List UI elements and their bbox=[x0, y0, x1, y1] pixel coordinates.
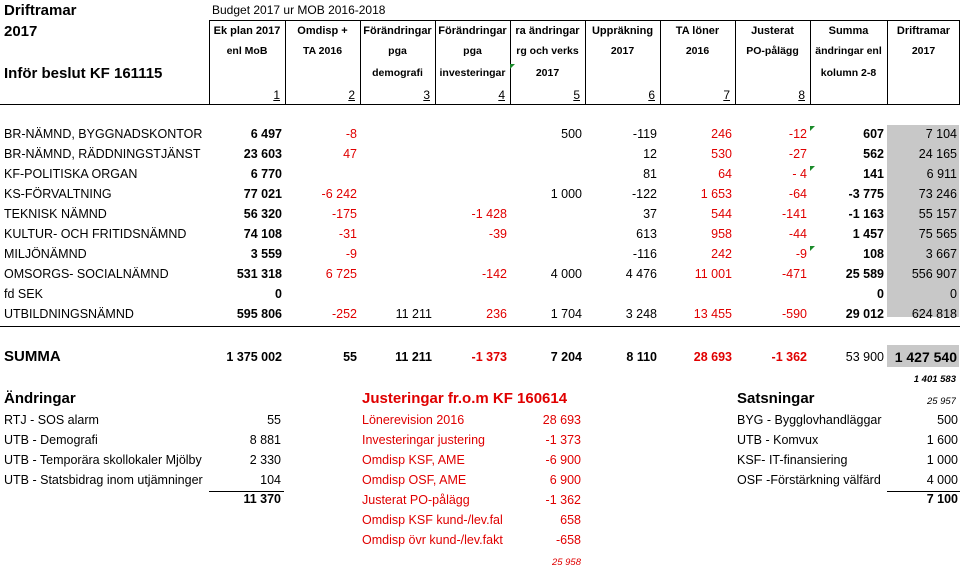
table-cell: 1 000 bbox=[550, 187, 582, 201]
column-number: 4 bbox=[498, 88, 505, 102]
title-beslut: Inför beslut KF 161115 bbox=[4, 65, 163, 82]
table-cell: 12 bbox=[643, 147, 657, 161]
table-cell: 6 497 bbox=[250, 127, 282, 141]
row-label: BR-NÄMND, BYGGNADSKONTOR bbox=[4, 127, 203, 141]
table-cell: 73 246 bbox=[918, 187, 957, 201]
table-cell: 81 bbox=[643, 167, 657, 181]
table-cell: -9 bbox=[345, 247, 357, 261]
row-label: OMSORGS- SOCIALNÄMND bbox=[4, 267, 169, 281]
justeringar-total: 25 958 bbox=[551, 557, 581, 568]
column-header-line2: PO-pålägg bbox=[746, 45, 799, 57]
row-label: KS-FÖRVALTNING bbox=[4, 187, 112, 201]
table-cell: 958 bbox=[711, 227, 732, 241]
column-header-line2: ändringar enl bbox=[815, 45, 882, 57]
table-cell: 108 bbox=[863, 247, 884, 261]
satsningar-title: Satsningar bbox=[737, 390, 815, 407]
table-cell: 613 bbox=[636, 227, 657, 241]
table-cell: 47 bbox=[343, 147, 357, 161]
table-cell: 75 565 bbox=[918, 227, 957, 241]
budget-note: Budget 2017 ur MOB 2016-2018 bbox=[212, 3, 386, 17]
column-header-line1: Justerat bbox=[751, 25, 794, 37]
row-label: KF-POLITISKA ORGAN bbox=[4, 167, 138, 181]
table-cell: 77 021 bbox=[243, 187, 282, 201]
table-cell: 64 bbox=[718, 167, 732, 181]
column-number: 1 bbox=[273, 88, 280, 102]
table-cell: -142 bbox=[481, 267, 507, 281]
table-cell: 1 457 bbox=[852, 227, 884, 241]
table-cell: -119 bbox=[632, 127, 657, 141]
table-cell: 246 bbox=[711, 127, 732, 141]
justering-value: -1 373 bbox=[545, 433, 581, 447]
table-cell: 556 907 bbox=[911, 267, 957, 281]
table-cell: 37 bbox=[643, 207, 657, 221]
summa-cell: 53 900 bbox=[845, 350, 884, 364]
table-cell: 544 bbox=[711, 207, 732, 221]
table-cell: 0 bbox=[275, 287, 282, 301]
table-cell: -64 bbox=[788, 187, 807, 201]
table-cell: 6 770 bbox=[250, 167, 282, 181]
table-cell: 562 bbox=[863, 147, 884, 161]
table-cell: - 4 bbox=[792, 167, 807, 181]
table-cell: -1 428 bbox=[471, 207, 507, 221]
column-header-line1: ra ändringar bbox=[515, 25, 580, 37]
column-header-line2: 2017 bbox=[911, 45, 936, 57]
table-cell: 3 559 bbox=[250, 247, 282, 261]
andring-value: 2 330 bbox=[249, 453, 281, 467]
row-label: TEKNISK NÄMND bbox=[4, 207, 107, 221]
column-number: 7 bbox=[723, 88, 730, 102]
table-cell: 0 bbox=[877, 287, 884, 301]
row-label: fd SEK bbox=[4, 287, 43, 301]
table-cell: -590 bbox=[781, 307, 807, 321]
summa-cell: 28 693 bbox=[693, 350, 732, 364]
column-header-line2: 2017 bbox=[610, 45, 635, 57]
column-header-line3: investeringar bbox=[439, 67, 506, 79]
table-cell: 531 318 bbox=[236, 267, 282, 281]
comment-marker bbox=[810, 166, 815, 171]
title-year: 2017 bbox=[4, 23, 38, 40]
table-cell: 4 000 bbox=[550, 267, 582, 281]
table-cell: -12 bbox=[788, 127, 807, 141]
table-cell: -8 bbox=[345, 127, 357, 141]
table-cell: -471 bbox=[781, 267, 807, 281]
satsning-label: UTB - Komvux bbox=[737, 433, 819, 447]
justering-label: Omdisp OSF, AME bbox=[362, 473, 467, 487]
summa-cell: 55 bbox=[343, 350, 357, 364]
table-cell: 141 bbox=[863, 167, 884, 181]
justering-label: Omdisp övr kund-/lev.fakt bbox=[362, 533, 503, 547]
summa-cell: 11 211 bbox=[395, 350, 432, 364]
title-driftramar: Driftramar bbox=[4, 2, 77, 19]
andring-value: 55 bbox=[267, 413, 281, 427]
table-cell: 3 248 bbox=[625, 307, 657, 321]
column-number: 5 bbox=[573, 88, 580, 102]
satsning-value: 4 000 bbox=[926, 473, 958, 487]
column-header-line2: pga bbox=[388, 45, 407, 57]
table-cell: -1 163 bbox=[848, 207, 884, 221]
andringar-title: Ändringar bbox=[4, 390, 76, 407]
column-header-line3: kolumn 2-8 bbox=[820, 67, 877, 79]
column-number: 6 bbox=[648, 88, 655, 102]
comment-marker bbox=[810, 126, 815, 131]
justering-value: 28 693 bbox=[542, 413, 581, 427]
row-label: MILJÖNÄMND bbox=[4, 247, 87, 261]
table-cell: 530 bbox=[711, 147, 732, 161]
table-cell: -27 bbox=[788, 147, 807, 161]
summa-cell: 1 427 540 bbox=[894, 349, 957, 365]
justeringar-title: Justeringar fr.o.m KF 160614 bbox=[362, 390, 568, 407]
justering-value: 6 900 bbox=[549, 473, 581, 487]
summa-cell: 7 204 bbox=[550, 350, 582, 364]
table-cell: 24 165 bbox=[918, 147, 957, 161]
summa-note1: 1 401 583 bbox=[913, 374, 956, 385]
justering-value: -6 900 bbox=[545, 453, 581, 467]
column-number: 3 bbox=[423, 88, 430, 102]
table-cell: -9 bbox=[795, 247, 807, 261]
comment-marker bbox=[510, 64, 515, 69]
andring-label: UTB - Statsbidrag inom utjämninger bbox=[4, 473, 203, 487]
summa-cell: 1 375 002 bbox=[226, 350, 282, 364]
satsningar-total: 7 100 bbox=[926, 492, 958, 506]
table-cell: -122 bbox=[631, 187, 657, 201]
column-header-line1: Uppräkning bbox=[591, 25, 654, 37]
table-cell: -6 242 bbox=[321, 187, 357, 201]
table-cell: 242 bbox=[711, 247, 732, 261]
table-cell: -31 bbox=[338, 227, 357, 241]
satsning-label: BYG - Bygglovhandläggar bbox=[737, 413, 882, 427]
table-cell: 6 725 bbox=[325, 267, 357, 281]
table-cell: -252 bbox=[331, 307, 357, 321]
column-header-line2: rg och verks bbox=[516, 45, 579, 57]
table-cell: 25 589 bbox=[845, 267, 884, 281]
column-header-line1: Förändringar bbox=[363, 25, 432, 37]
table-cell: -141 bbox=[781, 207, 807, 221]
satsning-label: KSF- IT-finansiering bbox=[737, 453, 848, 467]
table-cell: 11 001 bbox=[694, 267, 732, 281]
column-header-line1: Summa bbox=[828, 25, 869, 37]
row-label: BR-NÄMND, RÄDDNINGSTJÄNST bbox=[4, 147, 201, 161]
andring-label: UTB - Demografi bbox=[4, 433, 98, 447]
table-cell: 1 653 bbox=[700, 187, 732, 201]
table-cell: -116 bbox=[632, 247, 657, 261]
row-label: KULTUR- OCH FRITIDSNÄMND bbox=[4, 227, 187, 241]
table-cell: 3 667 bbox=[925, 247, 957, 261]
table-cell: 607 bbox=[863, 127, 884, 141]
table-cell: 0 bbox=[950, 287, 957, 301]
table-cell: 595 806 bbox=[236, 307, 282, 321]
table-cell: 13 455 bbox=[693, 307, 732, 321]
table-cell: 236 bbox=[486, 307, 507, 321]
table-cell: 56 320 bbox=[243, 207, 282, 221]
justering-value: 658 bbox=[560, 513, 581, 527]
column-header-line3: demografi bbox=[372, 67, 423, 79]
row-label: UTBILDNINGSNÄMND bbox=[4, 307, 134, 321]
justering-value: -1 362 bbox=[545, 493, 581, 507]
summa-note2: 25 957 bbox=[926, 396, 956, 407]
justering-label: Lönerevision 2016 bbox=[362, 413, 465, 427]
summa-cell: -1 373 bbox=[471, 350, 507, 364]
table-cell: 1 704 bbox=[550, 307, 582, 321]
andring-value: 104 bbox=[260, 473, 281, 487]
column-header-line1: Förändringar bbox=[438, 25, 507, 37]
table-cell: 55 157 bbox=[918, 207, 957, 221]
justering-label: Omdisp KSF, AME bbox=[362, 453, 465, 467]
column-header-line2: 2016 bbox=[685, 45, 710, 57]
column-header-line1: Driftramar bbox=[896, 25, 951, 37]
column-header-line2: pga bbox=[463, 45, 482, 57]
column-header-line2: enl MoB bbox=[226, 45, 268, 57]
summa-label: SUMMA bbox=[4, 348, 61, 365]
summa-cell: 8 110 bbox=[626, 350, 657, 364]
table-cell: 6 911 bbox=[926, 167, 957, 181]
table-cell: 23 603 bbox=[243, 147, 282, 161]
table-cell: -39 bbox=[488, 227, 507, 241]
satsning-value: 1 600 bbox=[926, 433, 958, 447]
table-cell: 500 bbox=[561, 127, 582, 141]
table-cell: 624 818 bbox=[911, 307, 957, 321]
andring-value: 8 881 bbox=[249, 433, 281, 447]
table-cell: -3 775 bbox=[848, 187, 884, 201]
justering-label: Justerat PO-pålägg bbox=[362, 493, 470, 507]
justering-value: -658 bbox=[555, 533, 581, 547]
column-header-line2: TA 2016 bbox=[302, 45, 343, 57]
comment-marker bbox=[810, 246, 815, 251]
column-header-line1: Ek plan 2017 bbox=[213, 25, 281, 37]
table-cell: 74 108 bbox=[243, 227, 282, 241]
table-cell: -44 bbox=[788, 227, 807, 241]
summa-cell: -1 362 bbox=[771, 350, 807, 364]
table-cell: -175 bbox=[331, 207, 357, 221]
andring-label: RTJ - SOS alarm bbox=[4, 413, 99, 427]
andringar-total: 11 370 bbox=[243, 492, 281, 506]
column-header-line1: Omdisp + bbox=[297, 25, 348, 37]
table-cell: 11 211 bbox=[395, 307, 432, 321]
satsning-label: OSF -Förstärkning välfärd bbox=[737, 473, 881, 487]
column-number: 2 bbox=[348, 88, 355, 102]
column-number: 8 bbox=[798, 88, 805, 102]
justering-label: Omdisp KSF kund-/lev.fal bbox=[362, 513, 503, 527]
justering-label: Investeringar justering bbox=[362, 433, 485, 447]
column-header-line3: 2017 bbox=[535, 67, 560, 79]
satsning-value: 500 bbox=[937, 413, 958, 427]
table-cell: 7 104 bbox=[925, 127, 957, 141]
satsning-value: 1 000 bbox=[926, 453, 958, 467]
column-header-line1: TA löner bbox=[675, 25, 720, 37]
andring-label: UTB - Temporära skollokaler Mjölby bbox=[4, 453, 202, 467]
table-cell: 29 012 bbox=[845, 307, 884, 321]
table-cell: 4 476 bbox=[625, 267, 657, 281]
